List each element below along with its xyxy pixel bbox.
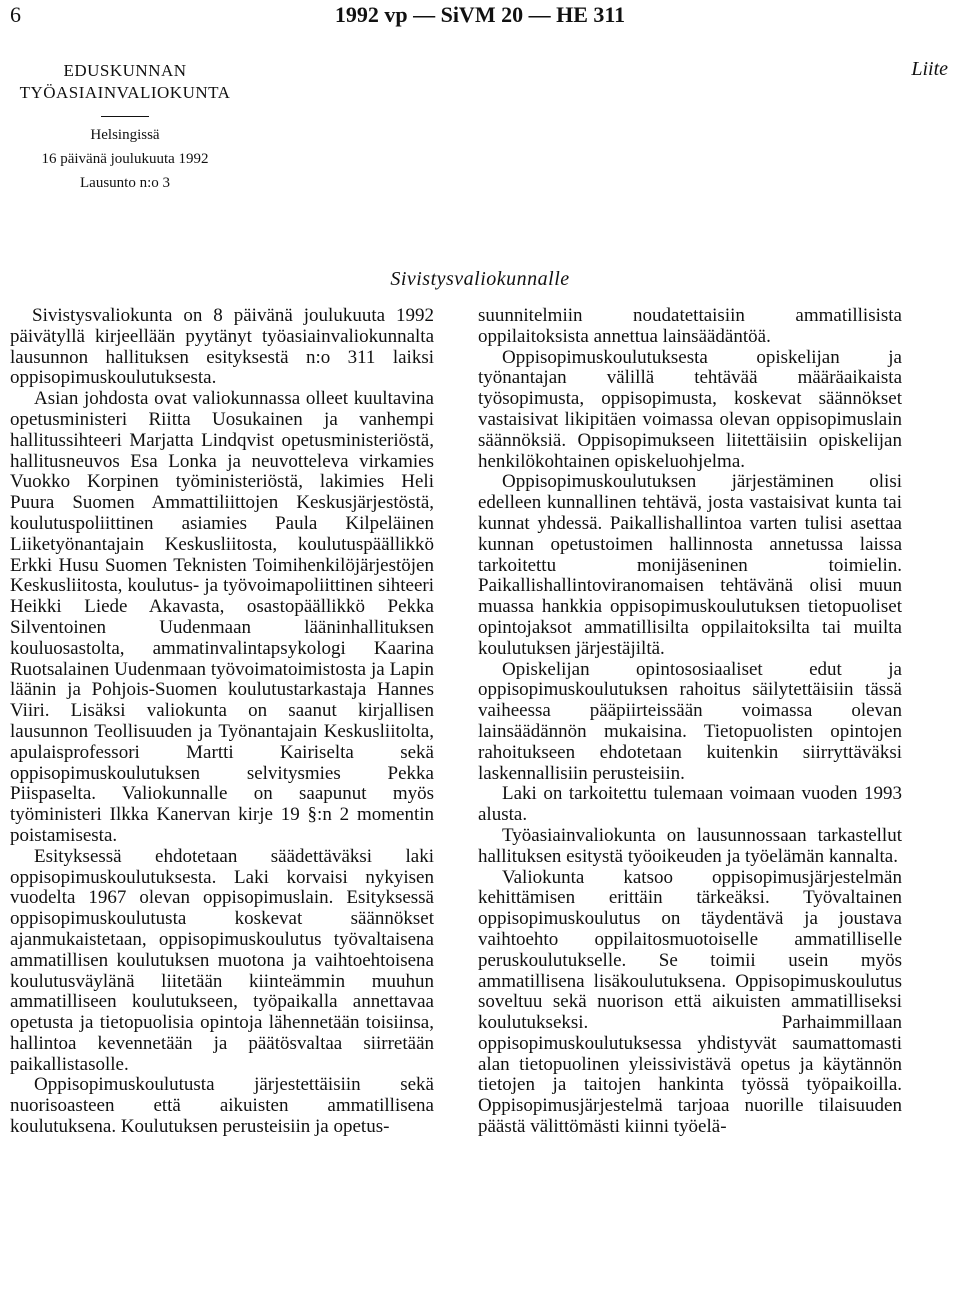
addressee-heading: Sivistysvaliokunnalle — [390, 268, 570, 290]
divider — [101, 116, 149, 117]
paragraph: Oppisopimuskoulutusta järjestettäisiin sekä nuorisoasteen että aikuisten ammatillisena koulutuksena. Koulutuksen perusteisiin ja opetus- — [10, 1074, 434, 1138]
paragraph: Laki on tarkoitettu tulemaan voimaan vuoden 1993 alusta. — [478, 783, 902, 826]
paragraph: Oppisopimuskoulutuksen järjestäminen olisi edelleen kunnallinen tehtävä, josta vastaisivat kunta tai kunnat yhdessä. Paikallishallintoa varten tulisi asettaa kunnan opetustoimen hallinnosta annetussa laissa tarkoitettu monijäseninen toimielin. Paikallishallintoviranomaisen tehtävänä olisi muun muassa hankkia oppisopimuskoulutuksen tietopuoliset opintojaksot ammatillisilta oppilaitoksilta tai muilta koulutuksen järjestäjiltä. — [478, 471, 902, 659]
page-number: 6 — [10, 2, 21, 27]
paragraph: Työasiainvaliokunta on lausunnossaan tarkastellut hallituksen esitystä työoikeuden ja työelämän kannalta. — [478, 824, 902, 867]
statement-number: Lausunto n:o 3 — [80, 175, 170, 191]
date: 16 päivänä joulukuuta 1992 — [41, 151, 209, 167]
running-header: 1992 vp — SiVM 20 — HE 311 — [334, 2, 626, 27]
paragraph: Asian johdosta ovat valiokunnassa olleet kuultavina opetusministeri Riitta Uosukainen ja vanhempi hallitussihteeri Marjatta Lindqvist opetusministeriöstä, hallitusneuvos Esa Lonka ja neuvotteleva virkamies Vuokko Korpinen työministeriöstä, lakimies Heli Puura Suomen Ammattiliittojen Keskusjärjestöstä, koulutuspoliittinen asiamies Paula Kilpeläinen Liiketyönantajain Keskusliitosta, koulutuspäällikkö Erkki Husu Suomen Teknisten Toimihenkilöjärjestöjen Keskusliitosta, koulutus- ja työvoimapoliittinen sihteeri Heikki Liede Akavasta, osastopäällikkö Pekka Silventoinen Uudenmaan lääninhallituksen kouluosastolta, ammatinvalintapsykologi Kaarina Ruotsalainen Uudenmaan työvoimatoimistosta ja Lapin läänin ja Pohjois-Suomen koulutustarkastaja Hannes Viiri. Lisäksi valiokunta on saanut kirjallisen lausunnon Teollisuuden ja Työnantajain Keskusliitolta, apulaisprofessori Martti Kairiselta sekä oppisopimuskoulutuksen selvitysmies Pekka Piispaselta. Valiokunnalle on saapunut myös työministeri Ilkka Kanervan kirje 19 §:n 2 momentin poistamisesta. — [10, 388, 434, 846]
org-name-line1: EDUSKUNNAN — [63, 61, 187, 80]
paragraph: Opiskelijan opintososiaaliset edut ja oppisopimuskoulutuksen rahoitus säilytettäisiin tässä vaiheessa pääpiirteissään voimassa olevan lainsäädännön mukaisina. Tietopuolisten opintojen rahoitukseen ehdotetaan kuitenkin siirryttäväksi laskennallisiin perusteisiin. — [478, 658, 902, 784]
place: Helsingissä — [90, 127, 160, 143]
left-column — [10, 306, 434, 1138]
paragraph: Esityksessä ehdotetaan säädettäväksi laki oppisopimuskoulutuksesta. Laki korvaisi nykyisen vuodelta 1967 olevan oppisopimuslain. Esityksessä oppisopimuskoulutusta koskevat säännökset ajanmukaistetaan, oppisopimuskoulutus työvaltaisena ammatillisen koulutuksen muotona ja vaihtoehtoisena koulutusväylänä liitetään kiinteämmin muuhun ammatilliseen koulutukseen, työpaikalla annettavaa opetusta ja tietopuolisia opintoja lähennetään toisiinsa, hallintoa kevennetään ja päätösvaltaa siirretään paikallistasolle. — [10, 845, 434, 1075]
right-column — [478, 306, 902, 1138]
paragraph: Sivistysvaliokunta on 8 päivänä joulukuuta 1992 päivätyllä kirjeellään pyytänyt työasiainvaliokunnalta lausunnon hallituksen esityksestä n:o 311 laiksi oppisopimuskoulutuksesta. — [10, 305, 434, 389]
paragraph: Valiokunta katsoo oppisopimusjärjestelmän kehittämisen erittäin tärkeäksi. Työvaltainen oppisopimuskoulutus on täydentävä ja joustava vaihtoehto oppilaitosmuotoiselle ammatilliselle peruskoulutukselle. Se toimii usein myös ammatillisena lisäkoulutuksena. Oppisopimuskoulutus soveltuu sekä nuorison että aikuisten ammatilliseksi koulutukseksi. Parhaimmillaan oppisopimuskoulutuksessa yhdistyvät saumattomasti alan tietopuolinen yleissivistävä opetus ja käytännön tietojen ja taitojen hankinta työssä työpaikoilla. Oppisopimusjärjestelmä tarjoaa nuorille tilaisuuden päästä välittömästi kiinni työelä- — [478, 866, 902, 1138]
attachment-label: Liite — [911, 58, 948, 80]
paragraph: suunnitelmiin noudatettaisiin ammatillisista oppilaitoksista annettua lainsäädäntöä. — [478, 305, 902, 347]
org-name-line2: TYÖASIAINVALIOKUNTA — [19, 83, 231, 102]
paragraph: Oppisopimuskoulutuksesta opiskelijan ja työnantajan välillä tehtävää määräaikaista työsopimusta, oppisopimusta, koskevat säännökset vastaisivat likipitäen voimassa olevan oppisopimuslain säännöksiä. Oppisopimukseen liitettäisiin opiskelijan henkilökohtainen opiskeluohjelma. — [478, 346, 902, 472]
sender-block — [10, 60, 240, 195]
